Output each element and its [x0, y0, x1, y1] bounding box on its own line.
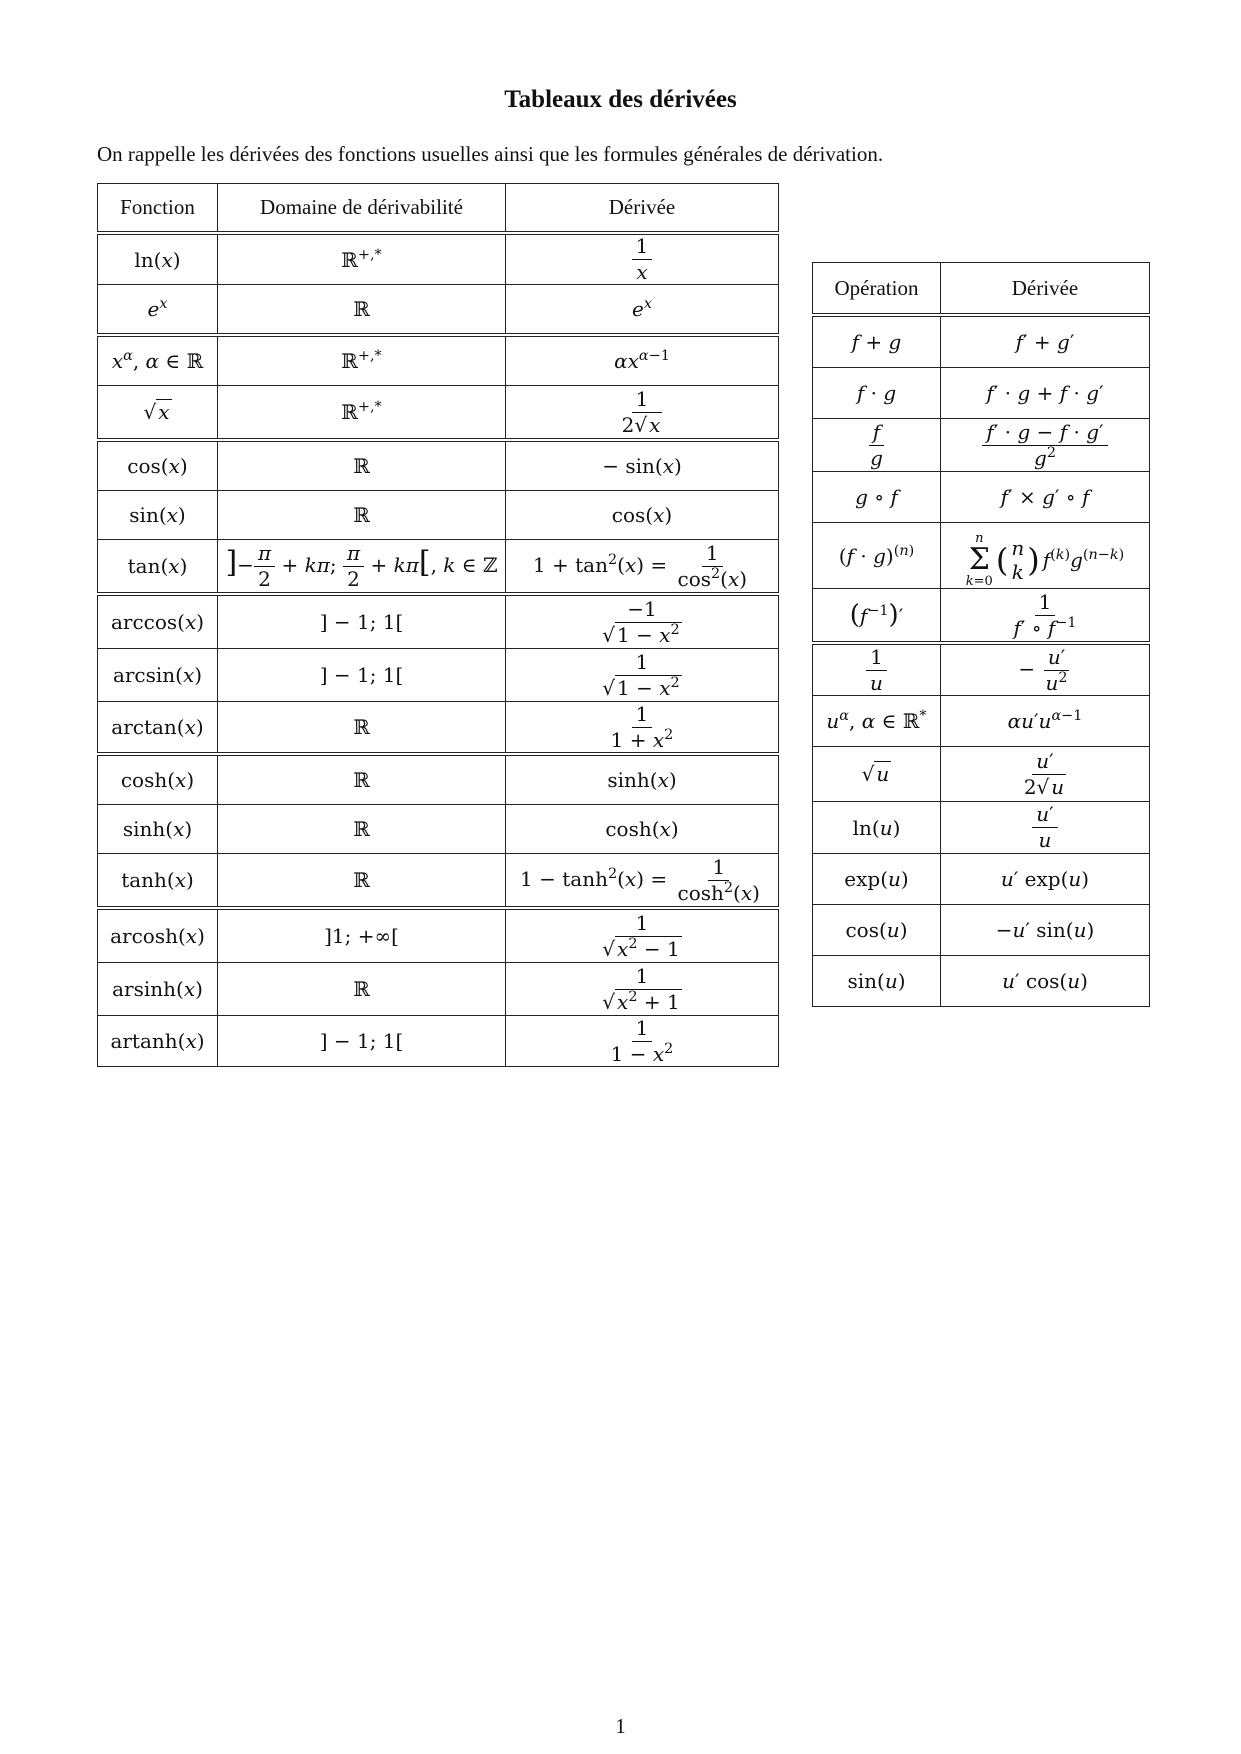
domain-cell: ℝ: [218, 440, 506, 491]
derivative-cell: n Σ k=0 ( n k ) $f^{(k)}g^{(n-k)}$: [941, 523, 1150, 589]
operations-table: [812, 262, 1150, 1007]
table-row: [98, 908, 779, 963]
table-row: [98, 854, 779, 909]
table-row: [98, 754, 779, 805]
domain-cell: ]1; +∞[: [218, 908, 506, 963]
table-row: [813, 419, 1150, 472]
derivative-cell: f′ · g + f · g′: [941, 368, 1150, 419]
domain-cell: ℝ: [218, 702, 506, 755]
domain-cell: ] − 1; 1[: [218, 649, 506, 702]
operation-cell: √ u: [813, 747, 941, 802]
derivative-cell: u′ exp(u): [941, 854, 1150, 905]
table-row: [98, 1016, 779, 1067]
function-cell: cos(x): [98, 440, 218, 491]
derivative-cell: $\alpha u'u^{\alpha-1}$: [941, 696, 1150, 747]
operation-cell: $\frac{1}{u}$: [813, 643, 941, 696]
operation-cell: g ∘ f: [813, 472, 941, 523]
table-row: [98, 594, 779, 649]
table-row: [98, 335, 779, 386]
function-cell: arcsin(x): [98, 649, 218, 702]
derivative-header: Dérivée: [941, 263, 1150, 316]
derivative-cell: cos(x): [506, 491, 779, 540]
function-cell: arsinh(x): [98, 963, 218, 1016]
table-row: [813, 905, 1150, 956]
table-row: [98, 386, 779, 441]
derivative-cell: $\frac{u'}{2√ u}$: [941, 747, 1150, 802]
table-row: [98, 649, 779, 702]
function-cell: ln(x): [98, 233, 218, 285]
domain-cell: ℝ+,*: [218, 335, 506, 386]
table-row: [813, 643, 1150, 696]
derivative-cell: $\frac{-1}{√ 1 - x^2}$: [506, 594, 779, 649]
derivatives-table: [97, 183, 779, 1067]
table-row: [98, 540, 779, 595]
domain-header: Domaine de dérivabilité: [218, 184, 506, 234]
function-cell: arccos(x): [98, 594, 218, 649]
operation-cell: $(f^{-1})'$: [813, 589, 941, 644]
derivative-cell: $\frac{u'}{u}$: [941, 802, 1150, 854]
table-row: [813, 956, 1150, 1007]
table-row: [98, 440, 779, 491]
derivative-cell: u′ cos(u): [941, 956, 1150, 1007]
operation-cell: ln(u): [813, 802, 941, 854]
domain-cell: ℝ: [218, 754, 506, 805]
derivative-cell: $\frac{f' \cdot g - f \cdot g'}{g^2}$: [941, 419, 1150, 472]
operation-cell: $\frac{f}{g}$: [813, 419, 941, 472]
derivative-cell: $\frac{1}{x}$: [506, 233, 779, 285]
derivative-cell: $\frac{1}{1 + x^2}$: [506, 702, 779, 755]
table-row: [98, 805, 779, 854]
derivative-cell: sinh(x): [506, 754, 779, 805]
function-cell: √ x: [98, 386, 218, 441]
derivative-cell: $\frac{1}{√ x^2 - 1}$: [506, 908, 779, 963]
function-cell: sin(x): [98, 491, 218, 540]
derivative-cell: f′ × g′ ∘ f: [941, 472, 1150, 523]
derivative-cell: $\frac{1}{√ 1 - x^2}$: [506, 649, 779, 702]
derivative-cell: $\frac{1}{1 - x^2}$: [506, 1016, 779, 1067]
page-title: Tableaux des dérivées: [504, 86, 737, 113]
derivative-cell: cosh(x): [506, 805, 779, 854]
function-cell: artanh(x): [98, 1016, 218, 1067]
function-cell: arctan(x): [98, 702, 218, 755]
derivative-cell: f′ + g′: [941, 315, 1150, 368]
table-row: [813, 368, 1150, 419]
derivative-cell: $1 + \tan^2(x)$ = $\frac{1}{\cos^2(x)}$: [506, 540, 779, 595]
function-cell: sinh(x): [98, 805, 218, 854]
derivative-cell: − sin(x): [506, 440, 779, 491]
table-row: [98, 491, 779, 540]
derivative-cell: $\frac{1}{2√ x}$: [506, 386, 779, 441]
function-cell: cosh(x): [98, 754, 218, 805]
operation-header: Opération: [813, 263, 941, 316]
derivative-cell: $1 - \tanh^2(x)$ = $\frac{1}{\cosh^2(x)}$: [506, 854, 779, 909]
domain-cell: ℝ: [218, 285, 506, 336]
intro-text: On rappelle les dérivées des fonctions usuelles ainsi que les formules générales de dérivation.: [97, 142, 884, 166]
operation-cell: f · g: [813, 368, 941, 419]
derivative-cell: $e^x$: [506, 285, 779, 336]
domain-cell: ℝ: [218, 854, 506, 909]
table-row: [98, 233, 779, 285]
function-cell: arcosh(x): [98, 908, 218, 963]
operation-cell: sin(u): [813, 956, 941, 1007]
table-row: [813, 802, 1150, 854]
table-row: [813, 472, 1150, 523]
domain-cell: ] − 1; 1[: [218, 594, 506, 649]
table-row: [813, 315, 1150, 368]
derivative-cell: $\frac{1}{√ x^2 + 1}$: [506, 963, 779, 1016]
domain-cell: ℝ+,*: [218, 233, 506, 285]
table-row: [813, 854, 1150, 905]
table-row: [98, 285, 779, 336]
derivative-cell: $\frac{1}{f' \circ f^{-1}}$: [941, 589, 1150, 644]
operation-cell: $(f \cdot g)^{(n)}$: [813, 523, 941, 589]
derivative-cell: − $\frac{u'}{u^2}$: [941, 643, 1150, 696]
derivative-header: Dérivée: [506, 184, 779, 234]
domain-cell: ℝ: [218, 805, 506, 854]
function-cell: tan(x): [98, 540, 218, 595]
function-cell: tanh(x): [98, 854, 218, 909]
function-cell: $e^x$: [98, 285, 218, 336]
operation-cell: $u^\alpha$, α ∈ ℝ*: [813, 696, 941, 747]
operation-cell: f + g: [813, 315, 941, 368]
table-row: [813, 747, 1150, 802]
domain-cell: ℝ+,*: [218, 386, 506, 441]
domain-cell: ]− $\frac{\pi}{2}$ + kπ; $\frac{\pi}{2}$ + kπ[, k ∈ ℤ: [218, 540, 506, 595]
domain-cell: ℝ: [218, 491, 506, 540]
table-row: [98, 702, 779, 755]
domain-cell: ] − 1; 1[: [218, 1016, 506, 1067]
table-row: [813, 589, 1150, 644]
operation-cell: cos(u): [813, 905, 941, 956]
derivative-cell: −u′ sin(u): [941, 905, 1150, 956]
operation-cell: exp(u): [813, 854, 941, 905]
table-row: [98, 963, 779, 1016]
function-header: Fonction: [98, 184, 218, 234]
table-header-row: [98, 184, 779, 234]
table-row: [813, 523, 1150, 589]
domain-cell: ℝ: [218, 963, 506, 1016]
page-number: 1: [615, 1714, 626, 1738]
function-cell: $x^\alpha$, α ∈ ℝ: [98, 335, 218, 386]
table-row: [813, 696, 1150, 747]
table-header-row: [813, 263, 1150, 316]
derivative-cell: $\alpha x^{\alpha-1}$: [506, 335, 779, 386]
